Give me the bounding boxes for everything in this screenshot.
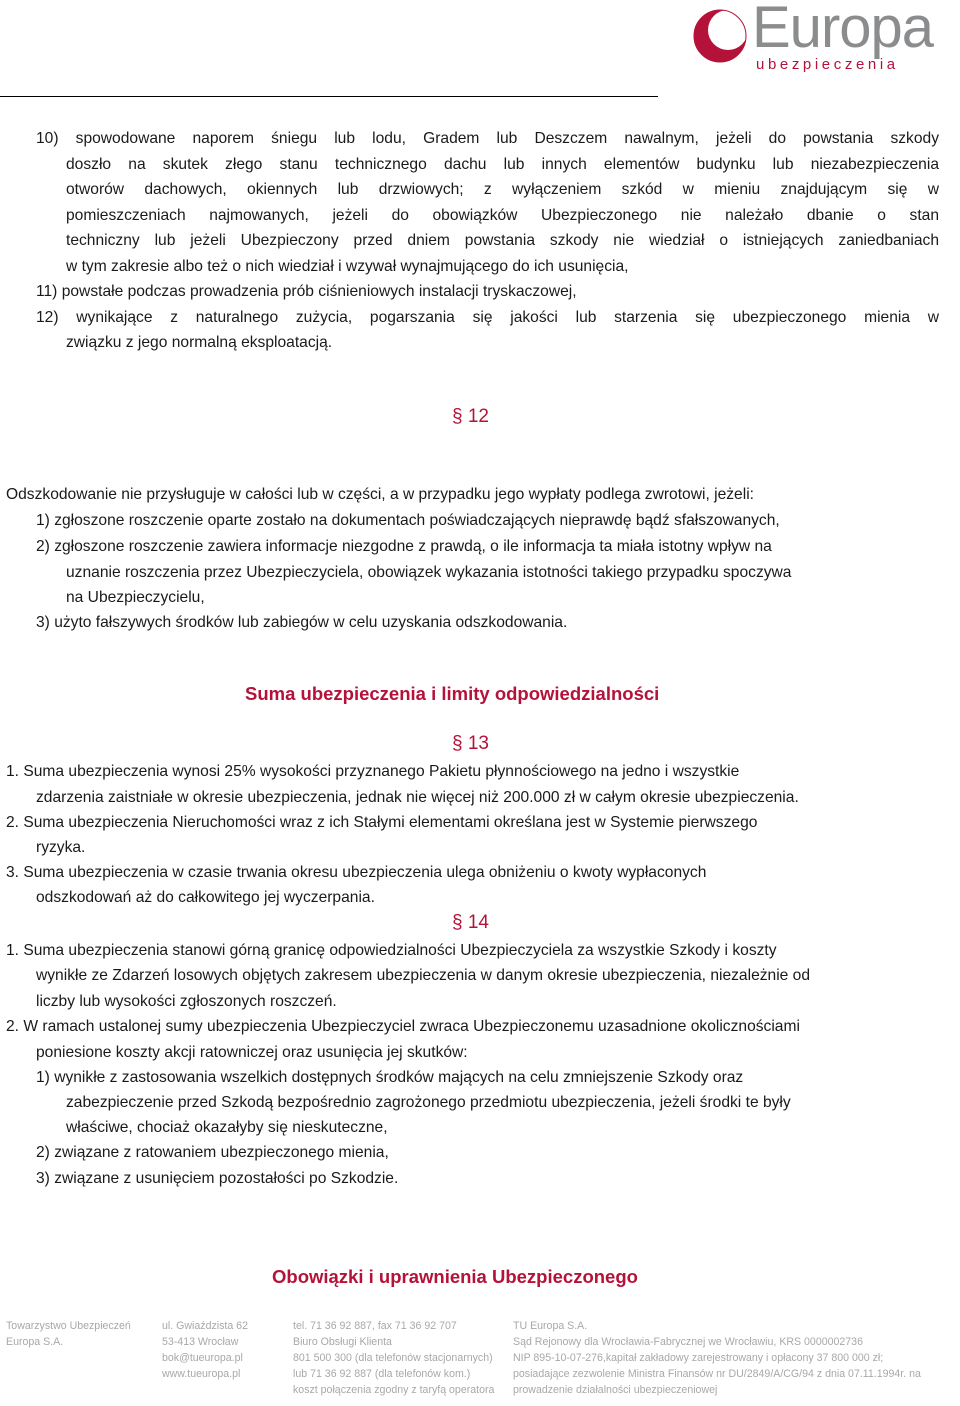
paragraph-14-item-2-line-1: 2. W ramach ustalonej sumy ubezpieczenia Ubezpieczyciel zwraca Ubezpieczonemu uzasadnione okolicznościami [6,1018,800,1035]
header-rule [0,96,658,97]
footer-legal [513,1318,921,1398]
footer-line: NIP 895-10-07-276,kapitał zakładowy zarejestrowany i opłacony 37 800 000 zł; [513,1352,884,1364]
paragraph-13-heading: § 13 [452,733,489,754]
footer-line: Sąd Rejonowy dla Wrocławia-Fabrycznej we Wrocławiu, KRS 0000002736 [513,1336,863,1348]
footer-website[interactable]: www.tueuropa.pl [162,1368,241,1380]
page-header [0,0,960,100]
page-footer [0,1318,960,1406]
paragraph-14-item-2-line-2: poniesione koszty akcji ratowniczej oraz usunięcia jej skutków: [36,1044,468,1061]
item-11: 11) powstałe podczas prowadzenia prób ciśnieniowych instalacji tryskaczowej, [36,283,577,300]
paragraph-14-sub-2: 2) związane z ratowaniem ubezpieczonego mienia, [36,1144,389,1161]
footer-line: 53-413 Wrocław [162,1336,239,1348]
paragraph-14-sub-1-line-1: 1) wynikłe z zastosowania wszelkich dostępnych środków mających na celu zmniejszenie Szkody oraz [36,1069,744,1086]
footer-line: TU Europa S.A. [513,1320,588,1332]
paragraph-12-intro: Odszkodowanie nie przysługuje w całości lub w części, a w przypadku jego wypłaty podlega zwrotowi, jeżeli: [6,486,754,503]
paragraph-14-sub-1-line-2: zabezpieczenie przed Szkodą bezpośrednio zagrożonego przedmiotu ubezpieczenia, jeżeli środki te były [66,1094,791,1111]
paragraph-13-item-3-line-2: odszkodowań aż do całkowitego jej wyczerpania. [36,889,375,906]
paragraph-14-item-1-line-2: wynikłe ze Zdarzeń losowych objętych zakresem ubezpieczenia w danym okresie ubezpieczenia, niezależnie od [36,967,811,984]
footer-email[interactable]: bok@tueuropa.pl [162,1352,243,1364]
section-title-obligations: Obowiązki i uprawnienia Ubezpieczonego [272,1266,638,1287]
footer-line: 801 500 300 (dla telefonów stacjonarnych) [293,1352,493,1364]
footer-line: prowadzenie działalności ubezpieczeniowej [513,1384,718,1396]
paragraph-12-item-2-line-2: uznanie roszczenia przez Ubezpieczyciela, obowiązek wykazania istotności takiego przypadku spoczywa [66,564,792,581]
item-12-line-1: 12) wynikające z naturalnego zużycia, pogarszania się jakości lub starzenia się ubezpieczonego mienia w [36,309,939,326]
section-title-sum-insured: Suma ubezpieczenia i limity odpowiedzialności [245,683,660,704]
paragraph-14-sub-3: 3) związane z usunięciem pozostałości po Szkodzie. [36,1170,399,1187]
footer-company [6,1318,131,1350]
item-10-line-3: otworów dachowych, okiennych lub drzwiowych; z wyłączeniem szkód w mieniu znajdującym się w [66,181,939,198]
item-12-line-2: związku z jego normalną eksploatacją. [66,334,333,351]
paragraph-13-item-1-line-1: 1. Suma ubezpieczenia wynosi 25% wysokości przyznanego Pakietu płynnościowego na jedno i wszystkie [6,763,740,780]
footer-line: Towarzystwo Ubezpieczeń [6,1320,131,1332]
logo-mark-icon [690,6,750,66]
item-10-line-2: doszło na skutek złego stanu technicznego dachu lub innych elementów budynku lub niezabezpieczenia [66,156,939,173]
paragraph-12-item-1: 1) zgłoszone roszczenie oparte zostało na dokumentach poświadczających nieprawdę bądź sfałszowanych, [36,512,780,529]
paragraph-14-heading: § 14 [452,912,489,933]
footer-line: koszt połączenia zgodny z taryfą operatora [293,1384,495,1396]
logo-word: Europa [752,0,934,60]
footer-contact [293,1318,494,1398]
footer-line: Europa S.A. [6,1336,64,1348]
footer-line: Biuro Obsługi Klienta [293,1336,392,1348]
footer-line: lub 71 36 92 887 (dla telefonów kom.) [293,1368,471,1380]
paragraph-14-sub-1-line-3: właściwe, chociaż okazałyby się nieskuteczne, [66,1119,388,1136]
paragraph-14-item-1-line-1: 1. Suma ubezpieczenia stanowi górną granicę odpowiedzialności Ubezpieczyciela za wszystkie Szkody i koszty [6,942,777,959]
europa-logo [690,0,952,80]
logo-subtitle: ubezpieczenia [756,56,899,73]
item-10-line-4: pomieszczeniach najmowanych, jeżeli do obowiązków Ubezpieczonego nie należało dbanie o stan [66,207,939,224]
footer-line: posiadające zezwolenie Ministra Finansów nr DU/2849/A/CG/94 z dnia 07.11.1994r. na [513,1368,921,1380]
paragraph-13-item-1-line-2: zdarzenia zaistniałe w okresie ubezpieczenia, jednak nie więcej niż 200.000 zł w całym okresie ubezpieczenia. [36,789,799,806]
paragraph-13-item-2-line-2: ryzyka. [36,839,86,856]
paragraph-12-item-2-line-1: 2) zgłoszone roszczenie zawiera informacje niezgodne z prawdą, o ile informacja ta miała istotny wpływ na [36,538,772,555]
paragraph-12-heading: § 12 [452,406,489,427]
footer-address [162,1318,248,1382]
footer-line: tel. 71 36 92 887, fax 71 36 92 707 [293,1320,457,1332]
item-10-line-6: w tym zakresie albo też o nich wiedział i wzywał wynajmującego do ich usunięcia, [66,258,629,275]
item-10-line-5: techniczny lub jeżeli Ubezpieczony przed dniem powstania szkody nie wiedział o istniejących zaniedbaniach [66,232,939,249]
paragraph-12-item-3: 3) użyto fałszywych środków lub zabiegów w celu uzyskania odszkodowania. [36,614,568,631]
paragraph-14-item-1-line-3: liczby lub wysokości zgłoszonych roszczeń. [36,993,337,1010]
item-10-line-1: 10) spowodowane naporem śniegu lub lodu, Gradem lub Deszczem nawalnym, jeżeli do powstania szkody [36,130,939,147]
paragraph-13-item-2-line-1: 2. Suma ubezpieczenia Nieruchomości wraz z ich Stałymi elementami określana jest w Systemie pierwszego [6,814,758,831]
footer-line: ul. Gwiaździsta 62 [162,1320,248,1332]
paragraph-13-item-3-line-1: 3. Suma ubezpieczenia w czasie trwania okresu ubezpieczenia ulega obniżeniu o kwoty wypłaconych [6,864,707,881]
paragraph-12-item-2-line-3: na Ubezpieczycielu, [66,589,205,606]
